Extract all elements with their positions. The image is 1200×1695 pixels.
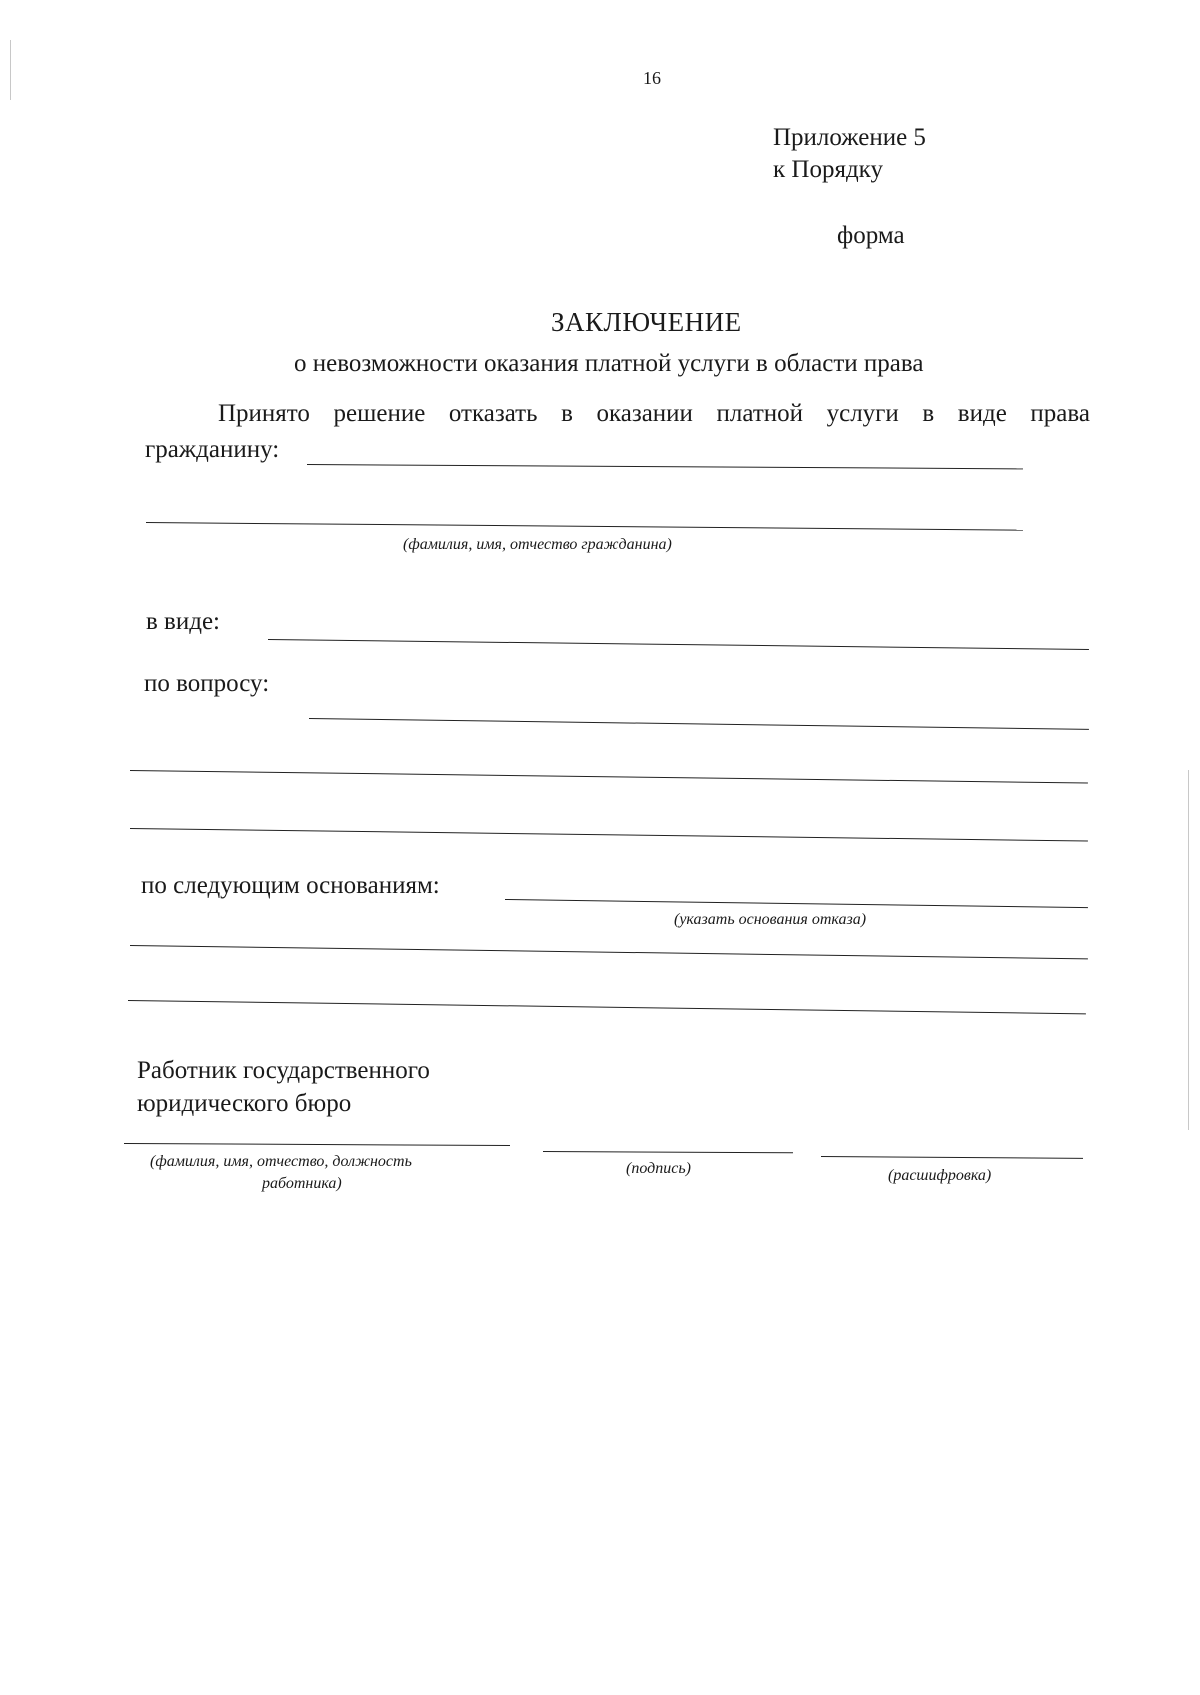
employee-name-caption-line-2: работника) [262,1175,342,1192]
question-line-2 [130,770,1088,784]
scan-edge-mark-left [10,40,11,100]
question-label: по вопросу: [144,670,270,697]
intro-line-1 [218,400,1090,428]
question-line-1 [309,718,1089,730]
intro-word: платной [716,400,804,427]
grounds-line-3 [128,1000,1086,1014]
decoding-caption: (расшифровка) [888,1167,992,1184]
signature-line [543,1151,793,1153]
employee-label-line-2: юридического бюро [137,1090,352,1117]
employee-label-line-1: Работник государственного [137,1057,430,1084]
citizen-name-line-1 [307,464,1023,469]
question-line-3 [130,828,1088,842]
in-form-line [268,639,1089,650]
citizen-name-caption: (фамилия, имя, отчество гражданина) [403,536,672,553]
intro-word: Принято [218,400,310,427]
form-label: форма [837,222,905,249]
document-subtitle: о невозможности оказания платной услуги в области права [294,350,924,377]
intro-word: отказать [448,400,538,427]
intro-word: в [561,400,573,427]
intro-word: в [922,400,935,427]
intro-word: решение [333,400,426,427]
grounds-line-2 [130,945,1088,959]
grounds-caption: (указать основания отказа) [674,911,867,928]
appendix-label: Приложение 5 [773,124,926,151]
in-form-label: в виде: [146,608,220,635]
intro-word: виде [957,400,1007,427]
grounds-label: по следующим основаниям: [141,872,440,899]
intro-word: оказании [596,400,693,427]
intro-citizen-label: гражданину: [145,436,280,463]
decoding-line [821,1156,1083,1159]
citizen-name-line-2 [146,522,1023,531]
grounds-line-1 [505,899,1088,908]
employee-name-caption-line-1: (фамилия, имя, отчество, должность [150,1153,412,1170]
signature-caption: (подпись) [626,1160,691,1177]
intro-word: права [1030,400,1090,427]
scan-edge-mark-right [1188,770,1189,1130]
intro-word: услуги [826,400,899,427]
to-order-label: к Порядку [773,156,883,183]
page-number: 16 [643,68,661,88]
document-title: ЗАКЛЮЧЕНИЕ [551,307,742,337]
employee-name-line [124,1143,510,1146]
